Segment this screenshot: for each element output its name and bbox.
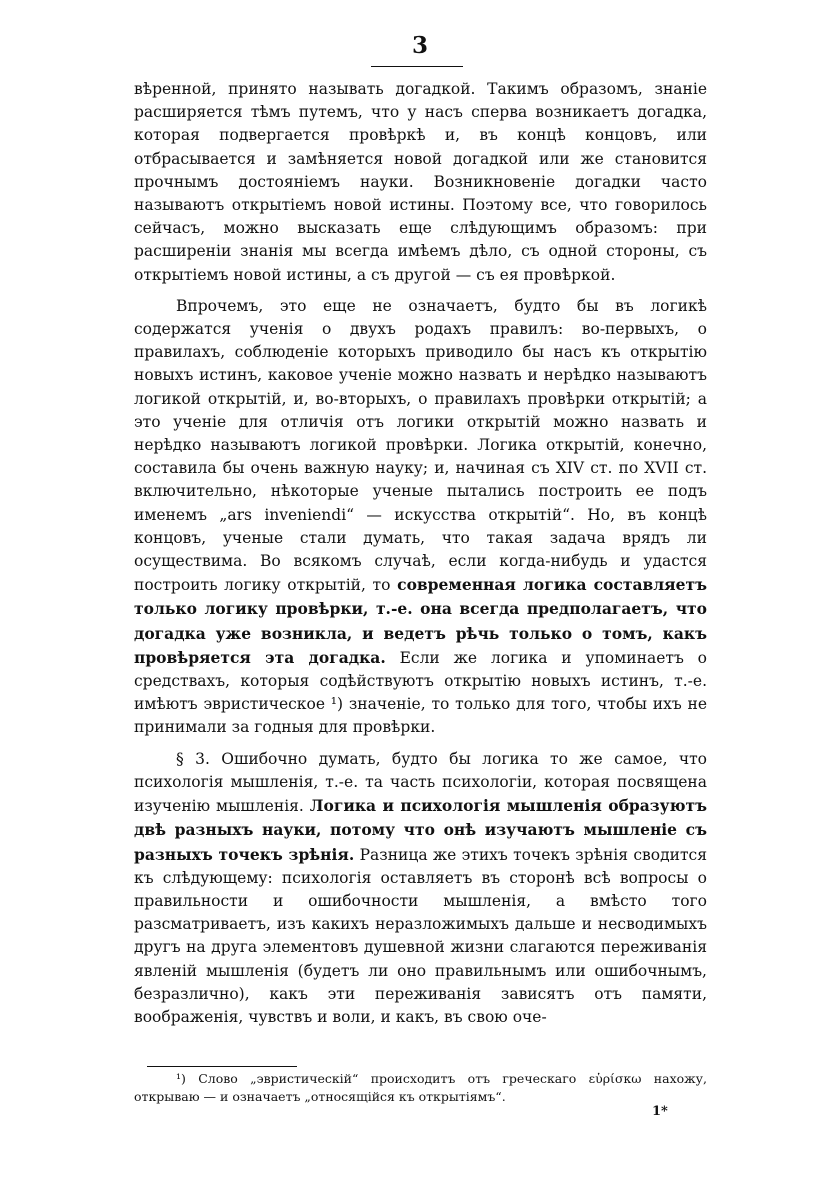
footnote-text: ¹) Слово „эвристическій“ происходитъ отъ греческаго εὑρίσκω нахожу, открываю — и означаетъ „относящійся къ открытіямъ“. [134,1071,707,1104]
paragraph-2-text-end: Если же логика и упоминаетъ о средствахъ, которыя содѣйствуютъ открытію новыхъ истинъ, т.-е. имѣютъ эвристическое ¹) значеніе, то только для того, чтобы ихъ не принимали за годныя для провѣрки. [134,648,707,737]
body-text [134,78,707,1029]
printer-signature-mark: 1* [652,1104,668,1119]
paragraph-2-text: Впрочемъ, это еще не означаетъ, будто бы въ логикѣ содержатся ученія о двухъ родахъ правилъ: во-первыхъ, о правилахъ, соблюденіе которыхъ приводило бы насъ къ открытію новыхъ истинъ, каковое ученіе можно назвать и нерѣдко называютъ логикой открытій, и, во-вторыхъ, о правилахъ провѣрки открытій; а это ученіе для отличія отъ логики открытій можно назвать и нерѣдко называютъ логикой провѣрки. Логика открытій, конечно, составила бы очень важную науку; и, начиная съ XIV ст. по XVII ст. включительно, нѣкоторые ученые пытались построить ее подъ именемъ „ars inveniendi“ — искусства открытій“. Но, въ концѣ концовъ, ученые стали думать, что такая задача врядъ ли осуществима. Во всякомъ случаѣ, если когда-нибудь и удастся построить логику открытій, то [134,296,707,595]
page-number-rule [371,66,463,67]
section-3-paragraph [134,748,707,1029]
footnote-rule [147,1066,297,1067]
page-number: 3 [411,32,428,59]
section-3-emphasis: Логика и психологія мышленія образуютъ двѣ разныхъ науки, потому что онѣ изучаютъ мышленіе съ разныхъ точекъ зрѣнія. [134,796,707,864]
paragraph-1 [134,78,707,287]
section-3-text: § 3. Ошибочно думать, будто бы логика то же самое, что психологія мышленія, т.-е. та часть психологіи, которая посвящена изученію мышленія. [134,749,707,816]
paragraph-1-text: вѣренной, принято называть догадкой. Такимъ образомъ, знаніе расширяется тѣмъ путемъ, что у насъ сперва возникаетъ догадка, которая подвергается провѣркѣ и, въ концѣ концовъ, или отбрасывается и замѣняется новой догадкой или же становится прочнымъ достояніемъ науки. Возникновеніе догадки часто называютъ открытіемъ новой истины. Поэтому все, что говорилось сейчасъ, можно высказать еще слѣдующимъ образомъ: при расширеніи знанія мы всегда имѣемъ дѣло, съ одной стороны, съ открытіемъ новой истины, а съ другой — съ ея провѣркой. [134,80,707,284]
section-3-text-end: Разница же этихъ точекъ зрѣнія сводится къ слѣдующему: психологія оставляетъ въ сторонѣ всѣ вопросы о правильности и ошибочности мышленія, а вмѣсто того разсматриваетъ, изъ какихъ неразложимыхъ дальше и несводимыхъ другъ на друга элементовъ душевной жизни слагаются переживанія явленій мышленія (будетъ ли оно правильнымъ или ошибочнымъ, безразлично), какъ эти переживанія зависятъ отъ памяти, воображенія, чувствъ и воли, и какъ, въ свою оче- [134,845,707,1026]
paragraph-2 [134,295,707,740]
footnote [134,1070,707,1106]
paragraph-2-emphasis: современная логика составляетъ только логику провѣрки, т.-е. она всегда предполагаетъ, что догадка уже возникла, и ведетъ рѣчь только о томъ, какъ провѣряется эта догадка. [134,575,707,667]
